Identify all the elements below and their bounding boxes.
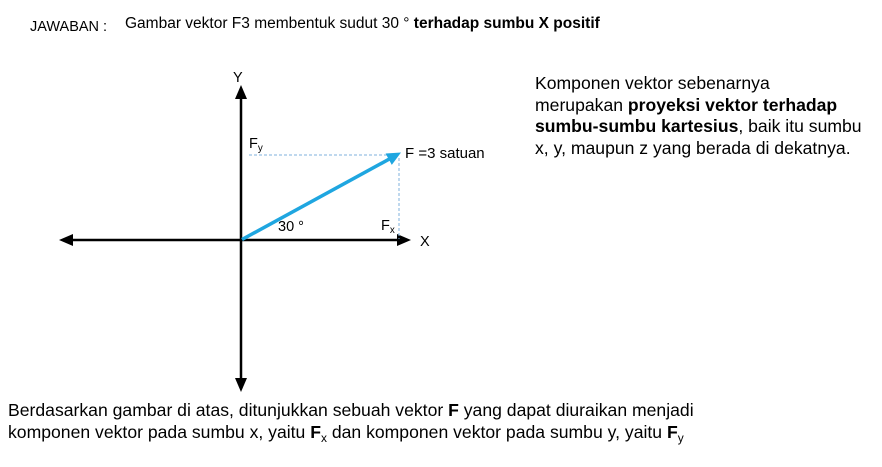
y-axis-bottom-arrowhead [235, 378, 247, 392]
conclusion-line-2-text-2: dan komponen vektor pada sumbu y, yaitu [326, 422, 667, 442]
answer-label: JAWABAN : [30, 19, 108, 35]
conclusion-line-2-text-1: komponen vektor pada sumbu x, yaitu [8, 422, 311, 442]
fx-symbol: F [310, 422, 321, 442]
x-axis-label: X [420, 234, 430, 250]
explanation-line-2-text: merupakan [535, 94, 628, 115]
fx-label-symbol: F [381, 218, 390, 234]
x-axis-left-arrowhead [59, 234, 73, 246]
angle-label: 30 ° [278, 219, 304, 235]
explanation-paragraph [535, 73, 862, 159]
explanation-line-3-text: , baik itu sumbu [738, 116, 862, 136]
fy-label [249, 136, 263, 155]
answer-statement-text: Gambar vektor F3 membentuk sudut 30 ° [125, 15, 414, 32]
fx-label [381, 218, 395, 237]
y-axis-label: Y [233, 70, 243, 86]
conclusion-line-2 [8, 421, 694, 443]
fx-label-subscript: x [389, 225, 395, 237]
fy-symbol: F [666, 422, 678, 442]
explanation-line-1: Komponen vektor sebenarnya [535, 73, 770, 93]
answer-statement-emphasis: terhadap sumbu X positif [413, 15, 600, 32]
explanation-line-4: x, y, maupun z yang berada di dekatnya. [535, 137, 851, 158]
explanation-line-2-emphasis: proyeksi vektor terhadap [627, 94, 838, 115]
explanation-line-3-emphasis: sumbu-sumbu kartesius [535, 116, 739, 136]
y-axis-top-arrowhead [235, 85, 247, 99]
fy-label-subscript: y [257, 143, 263, 155]
vector-f-line [242, 159, 389, 239]
fx-subscript: x [320, 430, 327, 445]
explanation-line-2 [535, 95, 862, 117]
conclusion-paragraph [8, 399, 694, 443]
conclusion-line-1 [8, 399, 694, 421]
explanation-line-3 [535, 116, 862, 138]
vector-magnitude-label: F =3 satuan [405, 145, 485, 162]
fy-label-symbol: F [249, 136, 258, 152]
vector-f-symbol: F [448, 400, 459, 420]
conclusion-line-1-after: yang dapat diuraikan menjadi [458, 400, 694, 420]
fy-subscript: y [677, 430, 684, 445]
conclusion-line-1-before: Berdasarkan gambar di atas, ditunjukkan sebuah vektor [8, 400, 449, 420]
